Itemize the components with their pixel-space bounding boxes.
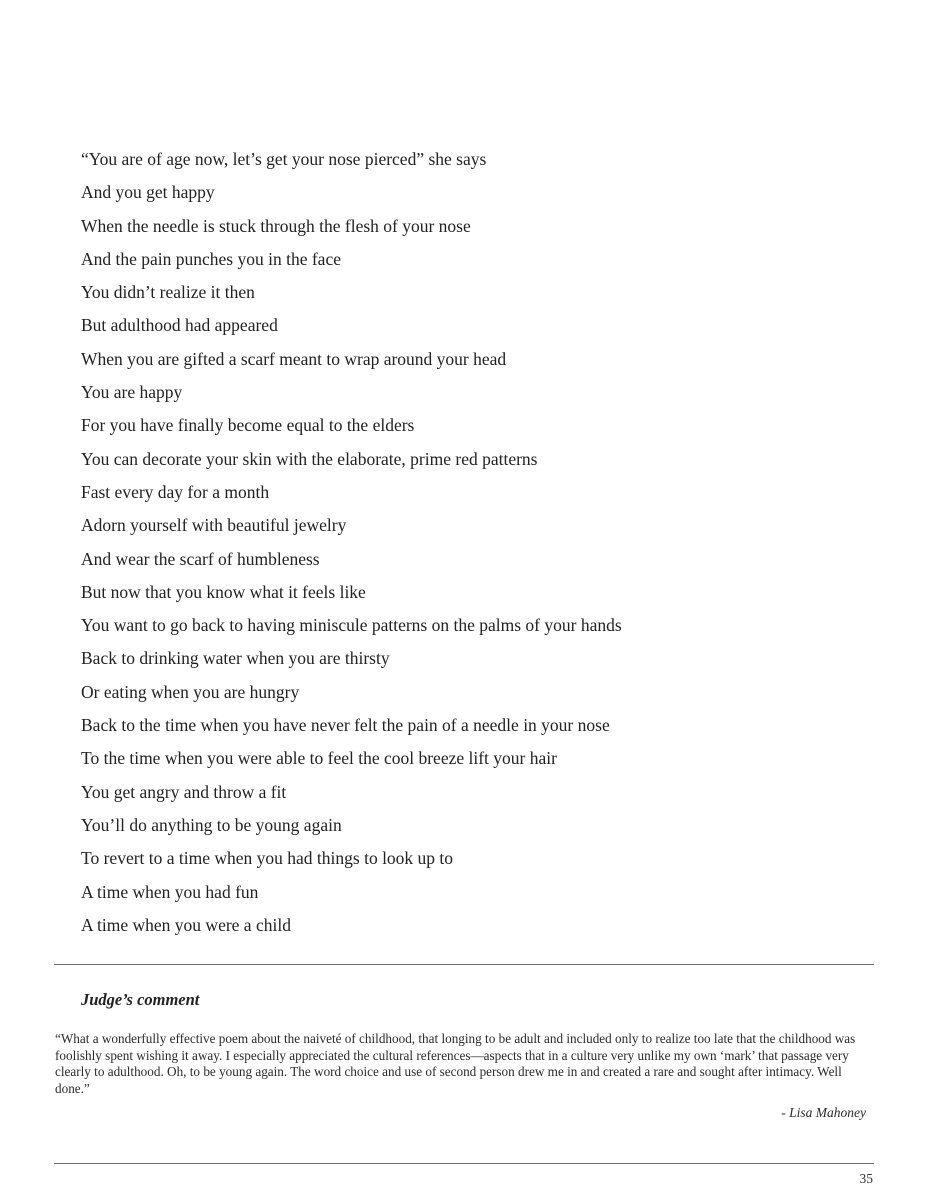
- poem-line: You get angry and throw a fit: [81, 781, 287, 802]
- poem-line: When the needle is stuck through the flesh of your nose: [81, 215, 471, 236]
- poem-line: Fast every day for a month: [81, 481, 270, 502]
- poem-line: And the pain punches you in the face: [81, 248, 341, 269]
- page-number: 35: [859, 1171, 873, 1186]
- poem-line: And wear the scarf of humbleness: [81, 548, 320, 569]
- judge-comment-text: “What a wonderfully effective poem about the naiveté of childhood, that longing to be adult and included only to realize too late that the childhood was foolishly spent wishing it away. I especially appreciated the cultural references—aspects that in a culture very unlike my own ‘mark’ that passage very clearly to adulthood. Oh, to be young again. The word choice and use of second person drew me in and created a rare and sought after intimacy. Well done.”: [55, 1031, 856, 1096]
- poem-line: Adorn yourself with beautiful jewelry: [81, 515, 347, 536]
- poem-line: But now that you know what it feels like: [81, 581, 366, 602]
- poem-line: A time when you had fun: [81, 881, 259, 902]
- poem-line: You want to go back to having miniscule patterns on the palms of your hands: [81, 615, 622, 636]
- poem-line: You are happy: [81, 382, 183, 403]
- poem-line: And you get happy: [81, 182, 215, 203]
- poem-line: To the time when you were able to feel the cool breeze lift your hair: [81, 748, 557, 769]
- poem-line: A time when you were a child: [81, 914, 291, 935]
- poem-line: You’ll do anything to be young again: [81, 814, 342, 835]
- section-divider: [54, 964, 874, 965]
- poem-line: You can decorate your skin with the elaborate, prime red patterns: [81, 448, 538, 469]
- judge-comment-heading: Judge’s comment: [81, 990, 200, 1009]
- poem-line: Back to drinking water when you are thirsty: [81, 648, 390, 669]
- poem-line: You didn’t realize it then: [81, 282, 255, 303]
- poem-line: To revert to a time when you had things to look up to: [81, 848, 454, 869]
- poem: [81, 143, 881, 942]
- poem-line: When you are gifted a scarf meant to wrap around your head: [81, 348, 507, 369]
- poem-line: For you have finally become equal to the elders: [81, 415, 415, 436]
- poem-line: But adulthood had appeared: [81, 315, 278, 336]
- judge-comment-author: - Lisa Mahoney: [781, 1105, 866, 1120]
- poem-line: Back to the time when you have never felt the pain of a needle in your nose: [81, 715, 610, 736]
- poem-line: “You are of age now, let’s get your nose pierced” she says: [81, 149, 487, 169]
- poem-line: Or eating when you are hungry: [81, 681, 300, 702]
- footer-divider: [54, 1163, 874, 1164]
